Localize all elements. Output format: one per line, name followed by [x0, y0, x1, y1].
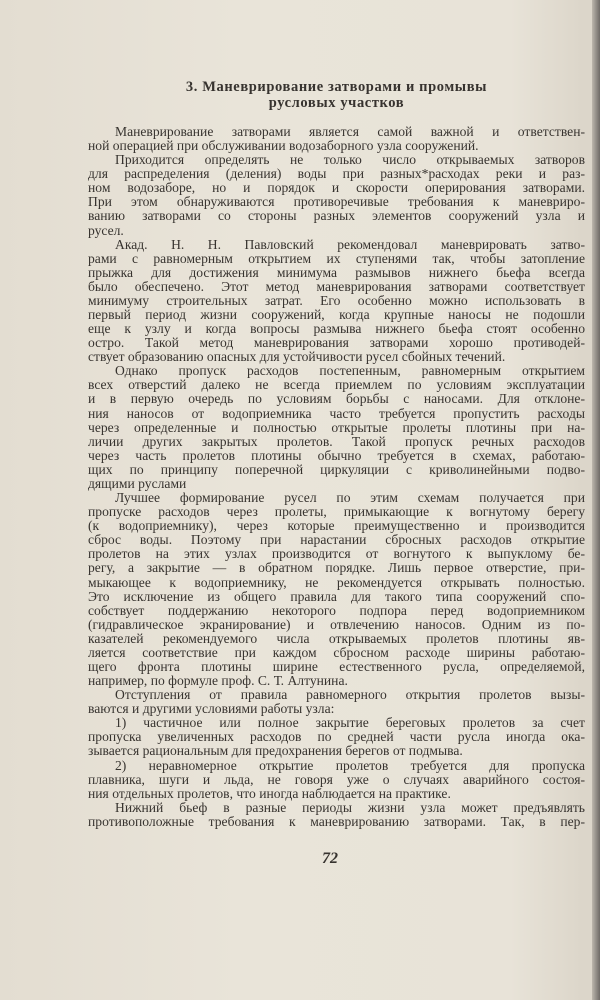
text-line: и в первую очередь по условиям борьбы с наносами. Для отклоне- — [88, 391, 585, 407]
paragraph — [88, 801, 585, 829]
text-line: Приходится определять не только число открываемых затворов — [115, 152, 585, 168]
text-line: русел. — [88, 222, 124, 238]
paragraph — [88, 688, 585, 716]
text-line: зывается рациональным для предохранения берегов от подмыва. — [88, 743, 463, 759]
text-line: Маневрирование затворами является самой важной и ответствен- — [115, 124, 585, 139]
text-line: пропуска увеличенных расходов по средней части русла иногда ока- — [88, 729, 585, 745]
text-line: первый период жизни сооружений, когда крупные наносы не подошли — [88, 307, 585, 323]
page-number: 72 — [322, 850, 338, 867]
text-line: щих по принципу поперечной циркуляции с криволинейными подво- — [88, 461, 585, 477]
text-line: ляется соответствие при каждом сбросном расходе ширины работаю- — [88, 644, 585, 660]
text-line: остро. Такой метод маневрирования затворами хорошо противодей- — [88, 335, 585, 351]
text-line: минимуму строительных затрат. Его особенно можно использовать в — [88, 292, 585, 308]
paragraph — [88, 153, 585, 237]
text-line: Однако пропуск расходов постепенным, равномерным открытием — [115, 363, 585, 379]
text-line: ном водозаборе, но и порядок и скорости оперирования затворами. — [88, 180, 585, 196]
text-line: например, по формуле проф. С. Т. Алтунина. — [88, 673, 348, 689]
text-line: регу, а закрытие — в обратном порядке. Лишь первое отверстие, при- — [88, 560, 585, 576]
text-line: казателей рекомендуемого числа открываемых пролетов плотины яв- — [88, 630, 585, 646]
text-line: Это исключение из общего правила для такого типа сооружений спо- — [88, 588, 585, 604]
body-text — [88, 125, 585, 829]
text-line: еще к узлу и когда вопросы размыва нижнего бьефа стоят особенно — [88, 321, 585, 337]
text-line: 2) неравномерное открытие пролетов требуется для пропуска — [115, 757, 585, 773]
text-line: (гидравлическое экранирование) и отвлечению наносов. Одним из по- — [88, 616, 585, 632]
text-line: через часть пролетов плотины обычно требуется в схемах, работаю- — [88, 447, 585, 463]
section-heading-line-2: русловых участков — [268, 95, 405, 111]
text-line: для распределения (деления) воды при разных*расходах реки и раз- — [88, 166, 585, 182]
paragraph — [88, 238, 585, 365]
text-line: дящими руслами — [88, 475, 187, 491]
text-line: рами с равномерным открытием их ступенями так, чтобы затопление — [88, 250, 585, 266]
text-line: личии других закрытых пролетов. Такой пропуск речных расходов — [88, 433, 585, 449]
text-line: ния наносов от водоприемника часто требуется пропустить расходы — [88, 405, 585, 421]
paragraph — [88, 364, 585, 491]
text-line: Акад. Н. Н. Павловский рекомендовал маневрировать затво- — [115, 236, 585, 252]
text-line: было обеспечено. Этот метод маневрирования затворами соответствует — [88, 278, 585, 294]
text-line: ния отдельных пролетов, что иногда наблюдается на практике. — [88, 785, 451, 801]
text-line: щего фронта плотины ширине естественного русла, определяемой, — [88, 658, 585, 674]
paragraph — [88, 716, 585, 758]
paragraph — [88, 491, 585, 688]
text-line: Отступления от правила равномерного открытия пролетов вызы- — [115, 687, 585, 703]
text-line: всех отверстий далеко не всегда приемлем по условиям эксплуатации — [88, 377, 585, 393]
text-line: (к водоприемнику), через которые преимущественно и производится — [88, 518, 585, 534]
text-line: 1) частичное или полное закрытие береговых пролетов за счет — [115, 715, 585, 731]
text-line: пропуске расходов через пролеты, примыкающие к вогнутому берегу — [88, 504, 585, 520]
text-line: Лучшее формирование русел по этим схемам получается при — [115, 490, 585, 506]
text-line: противоположные требования к маневрированию затворами. Так, в пер- — [88, 813, 585, 829]
text-line: мыкающее к водоприемнику, не рекомендуется открывать полностью. — [88, 574, 585, 590]
text-line: пролетов на этих узлах производится от вогнутого к выпуклому бе- — [88, 546, 585, 562]
text-line: собствует поддержанию некоторого подпора перед водоприемником — [88, 602, 585, 618]
paragraph — [88, 125, 585, 153]
text-line: ванию затворами со стороны разных элементов сооружений узла и — [88, 208, 585, 224]
paragraph — [88, 759, 585, 801]
text-line: плавника, шуги и льда, не говоря уже о случаях аварийного состоя- — [88, 771, 585, 787]
text-line: Нижний бьеф в разные периоды жизни узла может предъявлять — [115, 799, 585, 815]
section-heading-line-1: 3. Маневрирование затворами и промывы — [185, 79, 488, 95]
text-line: прыжка для достижения минимума размывов нижнего бьефа всегда — [88, 264, 585, 280]
text-line: ваются и другими условиями работы узла: — [88, 701, 335, 717]
page-edge-shadow — [592, 0, 600, 1000]
text-line: ствует образованию опасных для устойчивости русел сбойных течений. — [88, 349, 506, 365]
text-line: сброс воды. Поэтому при нарастании сбросных расходов открытие — [88, 532, 585, 548]
text-line: ной операцией при обслуживании водозаборного узла сооружений. — [88, 138, 479, 154]
text-line: При этом обнаруживаются противоречивые требования к маневриро- — [88, 194, 585, 210]
text-line: через определенные и полностью открытые пролеты плотины при на- — [88, 419, 585, 435]
